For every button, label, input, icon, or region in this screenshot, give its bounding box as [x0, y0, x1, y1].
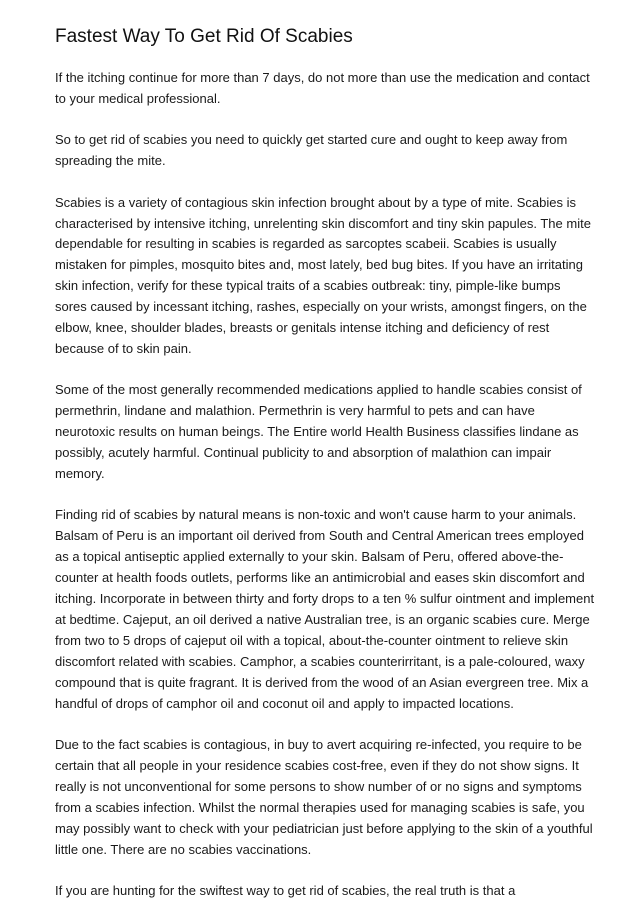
paragraph-7: If you are hunting for the swiftest way to get rid of scabies, the real truth is that a [55, 882, 516, 898]
paragraph-1: If the itching continue for more than 7 days, do not more than use the medication and contact to your medical professional. [55, 70, 590, 106]
document-page [55, 24, 595, 922]
document-title: Fastest Way To Get Rid Of Scabies [55, 26, 353, 47]
paragraph-4: Some of the most generally recommended medications applied to handle scabies consist of permethrin, lindane and malathion. Permethrin is very harmful to pets and can have neurotoxic results on human beings. The Entire world Health Business classifies lindane as possibly, acutely harmful. Continual publicity to and absorption of malathion can impair memory. [55, 382, 582, 481]
paragraph-6: Due to the fact scabies is contagious, in buy to avert acquiring re-infected, you require to be certain that all people in your residence scabies cost-free, even if they do not show signs. It really is not unconventional for some persons to show number of or no signs and symptoms from a scabies infection. Whilst the normal therapies used for managing scabies is safe, you may possibly want to check with your pediatrician just before applying to the skin of a youthful little one. There are no scabies vaccinations. [55, 736, 593, 857]
paragraph-5: Finding rid of scabies by natural means is non-toxic and won't cause harm to your animals. Balsam of Peru is an important oil derived from South and Central American trees employed as a topical antiseptic applied externally to your skin. Balsam of Peru, offered above-the-counter at health foods outlets, performs like an antimicrobial and eases skin discomfort and itching. Incorporate in between thirty and forty drops to a ten % sulfur ointment and implement at bedtime. Cajeput, an oil derived a native Australian tree, is an organic scabies cure. Merge from two to 5 drops of cajeput oil with a topical, about-the-counter ointment to relieve skin discomfort related with scabies. Camphor, a scabies counterirritant, is a pale-coloured, waxy compound that is quite fragrant. It is derived from the wood of an Asian evergreen tree. Mix a handful of drops of camphor oil and coconut oil and apply to impacted locations. [55, 507, 595, 711]
paragraph-3: Scabies is a variety of contagious skin infection brought about by a type of mite. Scabies is characterised by intensive itching, unrelenting skin discomfort and tiny skin papules. The mite dependable for resulting in scabies is regarded as sarcoptes scabeii. Scabies is usually mistaken for pimples, mosquito bites and, most lately, bed bug bites. If you have an irritating skin infection, verify for these typical traits of a scabies outbreak: tiny, pimple-like bumps sores caused by incessant itching, rashes, especially on your wrists, amongst fingers, on the elbow, knee, shoulder blades, breasts or genitals intense itching and deficiency of rest because of to skin pain. [55, 194, 591, 356]
paragraph-2: So to get rid of scabies you need to quickly get started cure and ought to keep away from spreading the mite. [55, 132, 568, 169]
